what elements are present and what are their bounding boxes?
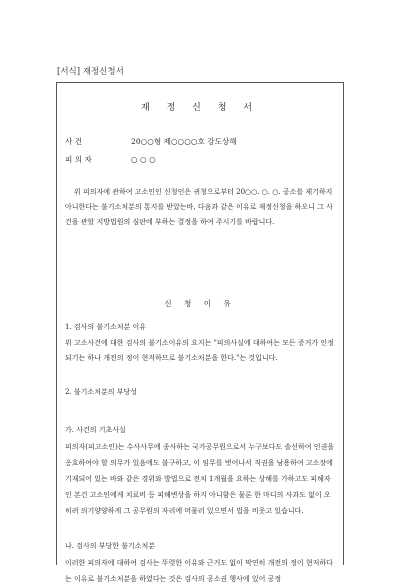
section-1-heading: 1. 검사의 불기소처분 이유 [65,323,146,331]
subsection-na-heading: 나. 검사의 부당한 불기소처분 [65,542,156,550]
section-2-heading: 2. 불기소처분의 부당성 [65,388,137,396]
reasons-title: 신 청 이 유 [164,299,236,308]
suspect-value: ○ ○ ○ [131,155,156,164]
suspect-label: 피 의 자 [65,155,92,164]
subsection-ga-body: 피의자(피고소인)는 수사사무에 종사하는 국가공무원으로서 누구보다도 솔선하여 인권을 옹호하여야 할 의무가 있음에도 불구하고, 이 임무를 벗어나서 직권을 남용하여 고소장에 기재되어 있는 바와 같은 경위와 방법으로 전치 1개월을 요하는 상해를 가하고도 피해자인 본건 고소인에게 치료비 등 피해변상을 하지 아니함은 물론 한 마디의 사과도 없이 오히려 의기양양하게 그 공무원의 자리에 머물러 있으면서 법을 비웃고 있습니다. [65,443,335,515]
case-field [65,136,237,147]
form-label: [서식] 재정신청서 [57,67,124,77]
suspect-field [65,154,156,165]
document-title: 재 정 신 청 서 [141,103,259,113]
section-1-body: 위 고소사건에 대한 검사의 불기소이유의 요지는 "피의사실에 대하여는 모든 증거가 인정되기는 하나 개전의 정이 현저하므로 불기소처분을 한다."는 것입니다. [65,339,334,362]
case-value: 20○○형 제○○○○호 강도상해 [131,137,237,146]
subsection-ga-heading: 가. 사건의 기초사실 [65,426,126,434]
subsection-na-body: 이러한 피의자에 대하여 검사는 뚜렷한 이유와 근거도 없이 막연히 개전의 정이 현저하다는 이유로 불기소처분을 하였다는 것은 검사의 공소권 행사에 있어 공정 [65,559,333,583]
document-frame [56,82,344,583]
intro-paragraph: 위 피의자에 관하여 고소인인 신청인은 귀청으로부터 20○○. ○. ○. 공소를 제기하지 아니한다는 불기소처분의 통지를 받았는바, 다음과 같은 이유로 재정신청을 하오니 그 사건을 관할 지방법원의 심판에 부하는 결정을 하여 주시기를 바랍니다. [65,188,333,226]
case-label: 사 건 [65,137,83,146]
